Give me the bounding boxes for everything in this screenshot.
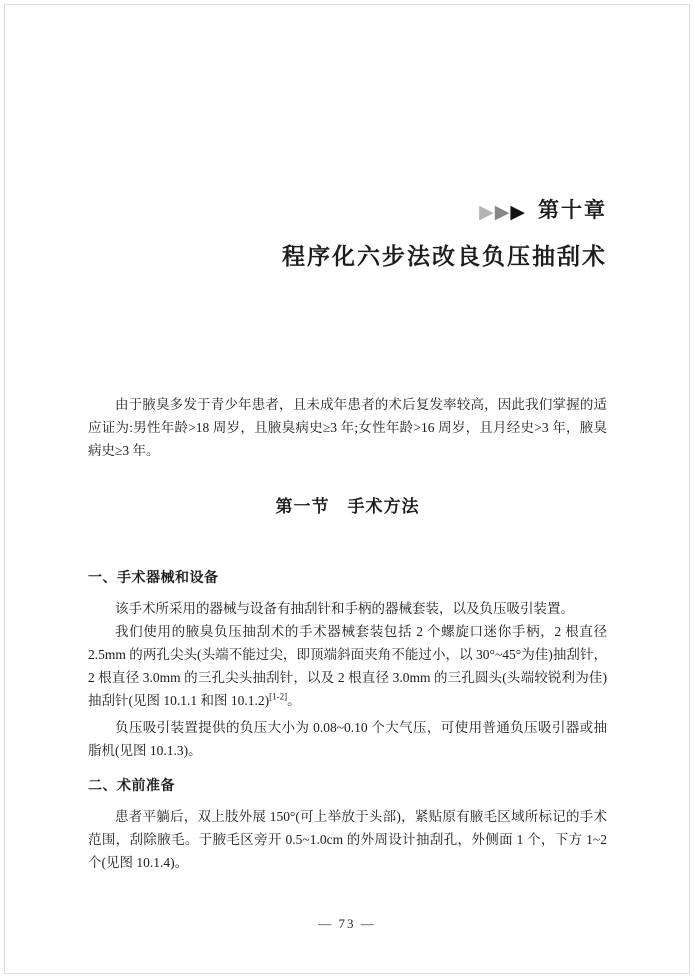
chapter-arrow-icon: ▶ xyxy=(510,201,522,223)
paragraph-equipment-3: 负压吸引装置提供的负压大小为 0.08~0.10 个大气压，可使用普通负压吸引器或抽脂机(见图 10.1.3)。 xyxy=(88,720,607,758)
chapter-arrow-icon: ▶ xyxy=(479,201,491,223)
page-number: — 73 — xyxy=(318,916,376,931)
paragraph-preparation-1: 患者平躺后，双上肢外展 150°(可上举放于头部)，紧贴原有腋毛区域所标记的手术范围，刮除腋毛。于腋毛区旁开 0.5~1.0cm 的外周设计抽刮孔，外侧面 1 个，下方 1~2 个(见图 10.1.4)。 xyxy=(88,809,607,870)
chapter-header xyxy=(88,198,607,226)
chapter-arrow-icon: ▶ xyxy=(494,201,507,223)
paragraph-equipment-2 xyxy=(88,620,607,712)
chapter-title: 程序化六步法改良负压抽刮术 xyxy=(282,243,607,269)
paragraph-text: 。 xyxy=(287,693,301,708)
paragraph-equipment-1: 该手术所采用的器械与设备有抽刮针和手柄的器械套装，以及负压吸引装置。 xyxy=(115,601,574,616)
subsection-heading-preparation: 二、术前准备 xyxy=(88,777,175,793)
paragraph-text: 我们使用的腋臭负压抽刮术的手术器械套装包括 2 个螺旋口迷你手柄，2 根直径 2.5mm 的两孔尖头(头端不能过尖，即顶端斜面夹角不能过小，以 30°~45°为佳)抽刮针，2 根直径 3.0mm 的三孔尖头抽刮针，以及 2 根直径 3.0mm 的三孔圆头(头端较锐利为佳)抽刮针(见图 10.1.1 和图 10.1.2) xyxy=(88,624,607,708)
page-content xyxy=(88,0,607,874)
section-heading: 第一节 手术方法 xyxy=(275,497,420,516)
reference-marker: [1-2] xyxy=(269,691,288,702)
chapter-number: 第十章 xyxy=(538,199,607,222)
intro-paragraph: 由于腋臭多发于青少年患者，且未成年患者的术后复发率较高，因此我们掌握的适应证为:男性年龄>18 周岁，且腋臭病史≥3 年;女性年龄>16 周岁，且月经史>3 年，腋臭病史≥3 年。 xyxy=(88,397,607,458)
subsection-heading-equipment: 一、手术器械和设备 xyxy=(88,569,219,585)
